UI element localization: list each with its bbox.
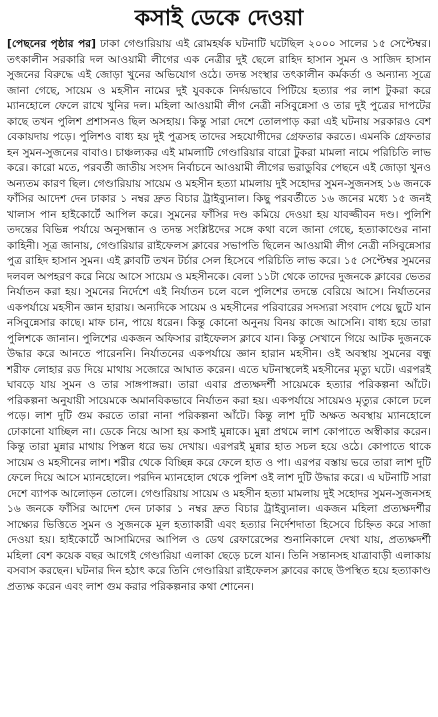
- article-body: [7, 37, 431, 595]
- article-body-text: ঢাকা গেণ্ডারিয়ায় এই রোমহর্ষক ঘটনাটি ঘটেছিল ২০০০ সালের ১৫ সেপ্টেম্বর। তৎকালীন সরকারি দল আওয়ামী লীগের এক নেত্রীর দুই ছেলে রাহিদ হাসান সুমন ও সাজিদ হাসান সুজনের বিরুদ্ধে এই জোড়া খুনের অভিযোগ ওঠে। তদন্ত সংস্থার তৎকালীন কর্মকর্তা ও অন্যান্য সূত্রে জানা গেছে, সায়েম ও মহসীন নামের দুই যুবককে নির্দয়ভাবে পিটিয়ে হত্যার পর লাশ টুকরা করে ম্যানহোলে ফেলে রাখে খুনির দল। মহিলা আওয়ামী লীগ নেত্রী নসিবুন্নেসা ও তার দুই পুত্রের দাপটের কাছে তখন পুলিশ প্রশাসনও ছিল অসহায়। কিন্তু সারা দেশে তোলপাড় করা এই ঘটনায় সরকারও বেশ বেকায়দায় পড়ে। পুলিশও বাধ্য হয় দুই পুত্রসহ তাদের সহযোগীদের গ্রেফতার করতে। এমনকি গ্রেফতার হন সুমন-সুজনের বাবাও। চাঞ্চল্যকর এই মামলাটি গেণ্ডারিয়ার বারো টুকরা মামলা নামে পরিচিতি লাভ করে। কারো মতে, পরবর্তী জাতীয় সংসদ নির্বাচনে আওয়ামী লীগের ভরাডুবির পেছনে এই জোড়া খুনও অন্যতম কারণ ছিল। গেণ্ডারিয়ায় সায়েম ও মহসীন হত্যা মামলায় দুই সহোদর সুমন-সুজনসহ ১৬ জনকে ফাঁসির আদেশ দেন ঢাকার ১ নম্বর দ্রুত বিচার ট্রাইব্যুনাল। কিছু পরবর্তীতে ১৬ জনের মধ্যে ১৫ জনই খালাস পান হাইকোর্টে আপিল করে। সুমনের ফাঁসির দণ্ড কমিয়ে দেওয়া হয় যাবজ্জীবন দণ্ড। পুলিশি তদন্তের বিভিন্ন পর্যায়ে অনুসন্ধান ও তদন্ত সংশ্লিষ্টদের সঙ্গে কথা বলে জানা গেছে, হত্যাকাণ্ডের নানা কাহিনী। সূত্র জানায়, গেণ্ডারিয়ার রাইফেলস ক্লাবের সভাপতি ছিলেন আওয়ামী লীগ নেত্রী নসিবুন্নেসার পুত্র রাহিদ হাসান সুমন। এই ক্লাবটি তখন টর্চার সেল হিসেবে পরিচিতি লাভ করে। ১৫ সেপ্টেম্বর সুমনের দলবল অপহরণ করে নিয়ে আসে সায়েম ও মহসীনকে। বেলা ১১টা থেকে তাদের দুজনকে ক্লাবের ভেতর নির্যাতন করা হয়। সুমনের নির্দেশে এই নির্যাতন চলে বলে পুলিশের তদন্তে বেরিয়ে আসে। নির্যাতনের একপর্যায়ে মহসীন জ্ঞান হারায়। অন্যদিকে সায়েম ও মহসীনের পরিবারের সদস্যরা সংবাদ পেয়ে ছুটে যান নসিবুন্নেসার কাছে। মাফ চান, পায়ে ধরেন। কিন্তু কোনো অনুনয় বিনয় কাজে আসেনি। বাধ্য হয়ে তারা পুলিশকে জানান। পুলিশের একজন অফিসার রাইফেলস ক্লাবে যান। কিন্তু সেখানে গিয়ে আটক দুজনকে উদ্ধার করে আনতে পারেননি। নির্যাতনের একপর্যায়ে জ্ঞান হারান মহসীন। ওই অবস্থায় সুমনের বন্ধু শরীফ লোহার রড দিয়ে মাথায় সজোরে আঘাত করেন। এতে ঘটনাস্থলেই মহসীনের মৃত্যু ঘটে। এরপরই ঘাবড়ে যায় সুমন ও তার সাঙ্গপাঙ্গরা। তারা এবার প্রত্যক্ষদর্শী সায়েমকে হত্যার পরিকল্পনা আঁটে। পরিকল্পনা অনুযায়ী সায়েমকে অমানবিকভাবে নির্যাতন করা হয়। একপর্যায়ে সায়েমও মৃত্যুর কোলে ঢলে পড়ে। লাশ দুটি গুম করতে তারা নানা পরিকল্পনা আঁটে। কিন্তু লাশ দুটি অক্ষত অবস্থায় ম্যানহোলে ঢোকানো যাচ্ছিল না। ডেকে নিয়ে আসা হয় কসাই মুন্নাকে। মুন্না প্রথমে লাশ কোপাতে অস্বীকার করেন। কিন্তু তারা মুন্নার মাথায় পিস্তল ধরে ভয় দেখায়। এরপরই মুন্নার হাত সচল হয়ে ওঠে। কোপাতে থাকে সায়েম ও মহসীনের লাশ। শরীর থেকে বিচ্ছিন্ন করে ফেলে হাত ও পা। এরপর বস্তায় ভরে তারা লাশ দুটি ফেলে দিয়ে আসে ম্যানহোলে। পরদিন ম্যানহোল থেকে পুলিশ ওই লাশ দুটি উদ্ধার করে। এ ঘটনাটি সারা দেশে ব্যাপক আলোড়ন তোলে। গেণ্ডারিয়ায় সায়েম ও মহসীন হত্যা মামলায় দুই সহোদর সুমন-সুজনসহ ১৬ জনকে ফাঁসির আদেশ দেন ঢাকার ১ নম্বর দ্রুত বিচার ট্রাইব্যুনাল। একজন মহিলা প্রত্যক্ষদর্শীর সাক্ষ্যের ভিত্তিতে সুমন ও সুজনকে মূল হত্যাকারী এবং হত্যার নির্দেশদাতা হিসেবে চিহ্নিত করে সাজা দেওয়া হয়। হাইকোর্টে আসামিদের আপিল ও ডেথ রেফারেন্সের শুনানিকালে দেখা যায়, প্রত্যক্ষদর্শী মহিলা বেশ কয়েক বছর আগেই গেণ্ডারিয়া এলাকা ছেড়ে চলে যান। তিনি সন্তানসহ যাত্রাবাড়ী এলাকায় বসবাস করছেন। ঘটনার দিন হঠাৎ করে তিনি গেণ্ডারিয়া রাইফেলস ক্লাবের কাছে উপস্থিত হয়ে হত্যাকাণ্ড প্রত্যক্ষ করেন এবং লাশ গুম করার পরিকল্পনার কথা শোনেন।: [7, 38, 431, 593]
- article-headline: কসাই ডেকে দেওয়া: [134, 6, 304, 31]
- continuation-kicker: [পেছনের পৃষ্ঠার পর]: [7, 38, 96, 50]
